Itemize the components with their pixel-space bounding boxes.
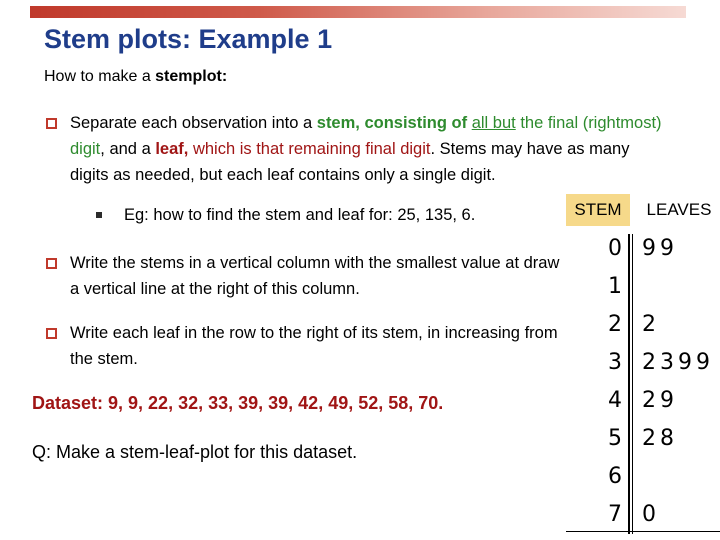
title-accent-bar [30, 6, 686, 18]
leaf-values: 99 [642, 236, 678, 261]
b1-remaining: which is that remaining final digit [188, 140, 431, 158]
bullet-write-leaves-text: Write each leaf in the row to the right of its stem, in increasing from the stem. [70, 324, 558, 368]
square-bullet-icon [46, 118, 57, 129]
leaf-values: 2 [642, 312, 660, 337]
bullet-write-stems [46, 250, 566, 302]
subtitle-prefix: How to make a [44, 68, 156, 85]
leaf-values: 28 [642, 426, 678, 451]
stem-value: 4 [608, 388, 622, 413]
stem-value: 7 [608, 502, 622, 527]
b1-part5: , and a [100, 140, 156, 158]
bullet-separate [46, 110, 666, 188]
square-bullet-icon [46, 328, 57, 339]
b1-allbut: all but [471, 114, 516, 132]
sub-bullet [96, 206, 475, 225]
bullet-write-leaves [46, 320, 566, 372]
stem-value: 5 [608, 426, 622, 451]
stem-leaf-plot [566, 194, 720, 540]
stem-value: 3 [608, 350, 622, 375]
dataset-text: Dataset: 9, 9, 22, 32, 33, 39, 39, 42, 49, 52, 58, 70. [32, 393, 444, 413]
bottom-line [566, 531, 720, 532]
b1-stem-word: stem, consisting of [316, 114, 472, 132]
b1-part8: . Stems may have as many digits as needed, but each leaf contains only a single digit. [70, 140, 630, 184]
stem-value: 2 [608, 312, 622, 337]
divider-line-inner [632, 234, 633, 534]
b1-final-digit: the final (rightmost) digit [70, 114, 662, 158]
leaf-values: 0 [642, 502, 660, 527]
stem-value: 0 [608, 236, 622, 261]
subtitle-bold: stemplot: [155, 68, 228, 85]
stem-value: 1 [608, 274, 622, 299]
bullet-separate-text [70, 110, 666, 188]
bullet-write-stems-text: Write the stems in a vertical column with the smallest value at draw a vertical line at the right of this column. [70, 254, 560, 298]
slide-title: Stem plots: Example 1 [44, 24, 333, 54]
sub-bullet-text: Eg: how to find the stem and leaf for: 25, 135, 6. [124, 206, 476, 224]
square-bullet-icon [46, 258, 57, 269]
stem-value: 6 [608, 464, 622, 489]
subtitle [44, 68, 227, 86]
leaf-values: 29 [642, 388, 678, 413]
leaf-values: 2399 [642, 350, 714, 375]
b1-leaf [155, 140, 430, 158]
b1-part1: Separate each observation into a [70, 114, 317, 132]
b1-leaf-word: leaf, [155, 140, 189, 158]
small-square-icon [96, 212, 102, 218]
stem-header: STEM [566, 194, 630, 226]
divider-line [628, 234, 630, 534]
leaves-header: LEAVES [646, 200, 712, 219]
question-text: Q: Make a stem-leaf-plot for this dataset. [32, 442, 358, 462]
